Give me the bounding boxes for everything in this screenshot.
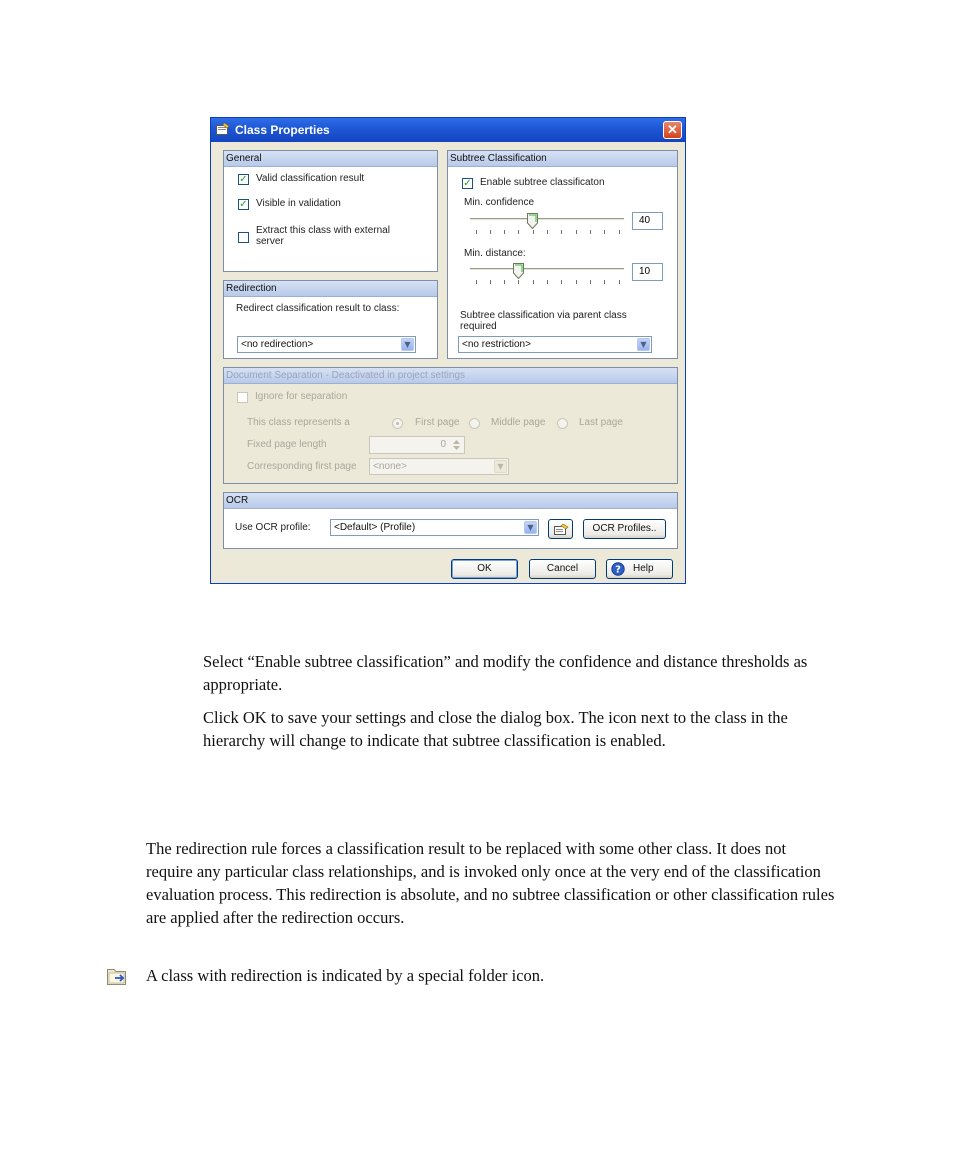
title-bar xyxy=(211,118,685,142)
slider-track xyxy=(470,268,624,271)
slider-tick xyxy=(504,280,505,284)
chevron-down-icon[interactable]: ▼ xyxy=(637,338,650,351)
subtree-classification-group xyxy=(447,150,678,359)
corresponding-select[interactable] xyxy=(369,458,509,475)
min-confidence-input[interactable]: 40 xyxy=(632,212,663,230)
slider-thumb[interactable] xyxy=(527,213,538,229)
slider-tick xyxy=(476,280,477,284)
icon-note: A class with redirection is indicated by a special folder icon. xyxy=(146,966,545,985)
ignore-separation-label: Ignore for separation xyxy=(255,391,348,402)
first-page-label: First page xyxy=(415,417,460,428)
restriction-value: <no restriction> xyxy=(462,339,531,350)
step-select-subtree: Select “Enable subtree classification” and modify the confidence and distance thresholds as appropriate. xyxy=(203,652,808,694)
slider-tick xyxy=(533,230,534,234)
corresponding-label: Corresponding first page xyxy=(247,461,357,472)
enable-subtree-checkbox[interactable]: ✓ xyxy=(463,178,472,189)
min-confidence-label: Min. confidence xyxy=(464,197,535,208)
last-page-label: Last page xyxy=(579,417,623,428)
redirection-value: <no redirection> xyxy=(241,339,314,350)
valid-classification-label: Valid classification result xyxy=(256,173,365,184)
first-page-radio[interactable] xyxy=(392,418,403,429)
min-distance-label: Min. distance: xyxy=(464,248,526,259)
properties-icon xyxy=(216,123,230,135)
slider-tick xyxy=(576,280,577,284)
slider-tick xyxy=(604,230,605,234)
edit-profile-icon xyxy=(553,523,569,536)
step-click-ok: Click OK to save your settings and close the dialog box. The icon next to the class in the hierarchy will change to indicate that subtree classification is enabled. xyxy=(203,708,788,750)
chevron-down-icon[interactable]: ▼ xyxy=(401,338,414,351)
document-separation-header: Document Separation - Deactivated in project settings xyxy=(224,368,677,384)
help-button[interactable] xyxy=(606,559,673,579)
represents-label: This class represents a xyxy=(247,417,350,428)
slider-tick xyxy=(518,230,519,234)
slider-tick xyxy=(547,230,548,234)
slider-tick xyxy=(561,280,562,284)
ocr-profiles-button[interactable]: OCR Profiles.. xyxy=(583,519,666,539)
ocr-header: OCR xyxy=(224,493,677,509)
valid-classification-checkbox[interactable]: ✓ xyxy=(239,174,248,185)
ok-button[interactable]: OK xyxy=(451,559,518,579)
slider-tick xyxy=(590,230,591,234)
min-distance-slider[interactable] xyxy=(470,263,624,287)
slider-tick xyxy=(490,280,491,284)
last-page-radio[interactable] xyxy=(557,418,568,429)
min-distance-input[interactable]: 10 xyxy=(632,263,663,281)
ignore-separation-checkbox[interactable] xyxy=(237,392,248,403)
close-button[interactable]: ✕ xyxy=(663,121,682,139)
general-header: General xyxy=(224,151,437,167)
visible-validation-label: Visible in validation xyxy=(256,198,341,209)
slider-tick xyxy=(490,230,491,234)
slider-tick xyxy=(619,230,620,234)
fixed-length-label: Fixed page length xyxy=(247,439,327,450)
general-group xyxy=(223,150,438,272)
svg-text:?: ? xyxy=(615,564,621,576)
slider-tick xyxy=(476,230,477,234)
corresponding-value: <none> xyxy=(373,461,407,472)
ocr-profile-value: <Default> (Profile) xyxy=(334,522,416,533)
fixed-length-spinner[interactable] xyxy=(369,436,465,454)
edit-profile-button[interactable] xyxy=(548,519,573,539)
visible-validation-checkbox[interactable]: ✓ xyxy=(239,199,248,210)
ocr-group xyxy=(223,492,678,549)
enable-subtree-label: Enable subtree classificaton xyxy=(480,177,605,188)
redirection-folder-icon xyxy=(106,966,129,987)
help-icon xyxy=(611,562,625,576)
slider-tick xyxy=(504,230,505,234)
chevron-down-icon[interactable]: ▼ xyxy=(524,521,537,534)
ocr-profile-select[interactable] xyxy=(330,519,539,536)
fixed-length-value: 0 xyxy=(440,439,446,450)
slider-tick xyxy=(590,280,591,284)
chevron-down-icon[interactable]: ▼ xyxy=(494,460,507,473)
class-properties-dialog xyxy=(210,117,686,584)
middle-page-radio[interactable] xyxy=(469,418,480,429)
redirection-select[interactable] xyxy=(237,336,416,353)
slider-tick xyxy=(576,230,577,234)
redirection-group xyxy=(223,280,438,359)
redirection-header: Redirection xyxy=(224,281,437,297)
slider-tick xyxy=(533,280,534,284)
extract-external-checkbox[interactable] xyxy=(238,232,249,243)
slider-track xyxy=(470,218,624,221)
slider-tick xyxy=(561,230,562,234)
spin-arrows-icon[interactable] xyxy=(452,439,461,451)
restriction-select[interactable] xyxy=(458,336,652,353)
extract-external-label: Extract this class with external server xyxy=(256,225,390,247)
redirection-paragraph: The redirection rule forces a classification result to be replaced with some other class. It does not require any particular class relationships, and is invoked only once at the very end of the classification evaluation process. This redirection is absolute, and no subtree classification or other classification rules are applied after the redirection occurs. xyxy=(146,839,835,927)
dialog-title: Class Properties xyxy=(235,123,330,137)
slider-tick xyxy=(604,280,605,284)
subtree-header: Subtree Classification xyxy=(448,151,677,167)
middle-page-label: Middle page xyxy=(491,417,546,428)
slider-tick xyxy=(619,280,620,284)
min-confidence-slider[interactable] xyxy=(470,213,624,237)
document-separation-group xyxy=(223,367,678,484)
cancel-button[interactable]: Cancel xyxy=(529,559,596,579)
slider-ticks xyxy=(470,230,624,235)
redirect-label: Redirect classification result to class: xyxy=(236,303,400,314)
slider-tick xyxy=(547,280,548,284)
via-parent-label: Subtree classification via parent class required xyxy=(460,310,627,332)
use-ocr-profile-label: Use OCR profile: xyxy=(235,522,311,533)
slider-ticks xyxy=(470,280,624,285)
help-label: Help xyxy=(633,563,654,574)
slider-tick xyxy=(518,280,519,284)
slider-thumb[interactable] xyxy=(513,263,524,279)
